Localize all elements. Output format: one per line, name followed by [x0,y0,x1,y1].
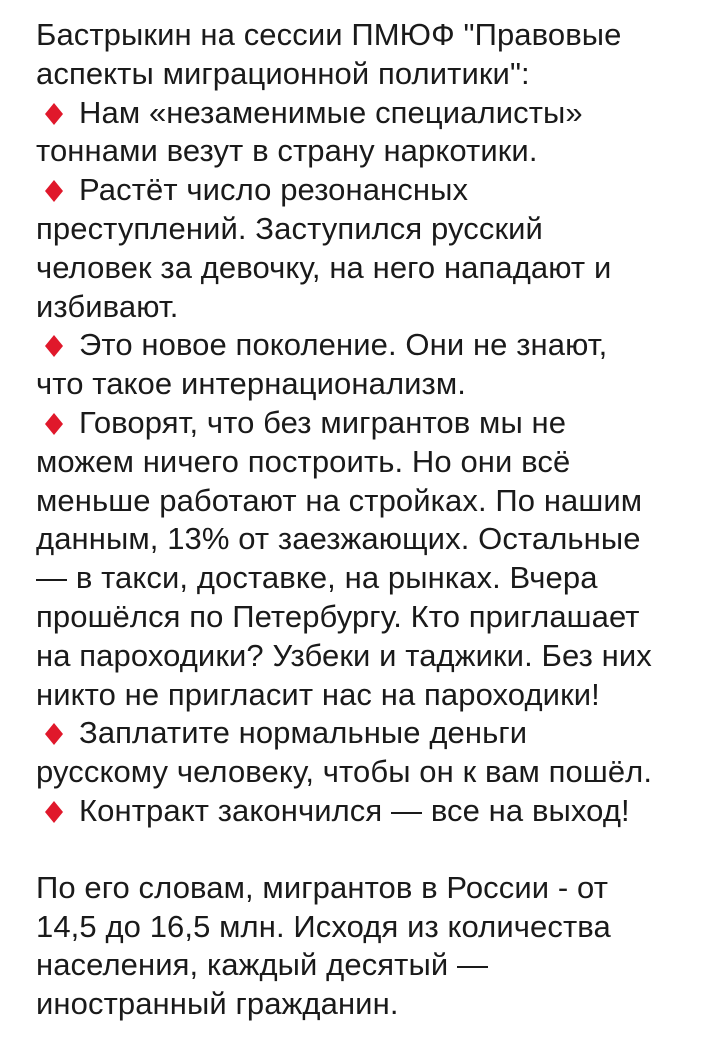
red-diamond-icon [42,102,66,126]
closing-line-4: иностранный гражданин. [36,986,399,1022]
closing-line-1: По его словам, мигрантов в России - от [36,869,609,905]
bullet-continuation-line: что такое интернационализм. [36,366,466,402]
bullet-text: Растёт число резонансных [79,172,469,208]
bullet-continuation-line: — в такси, доставке, на рынках. Вчера [36,560,598,596]
intro-line-2: аспекты миграционной политики": [36,55,530,91]
bullet-text: Контракт закончился — все на выход! [79,792,630,828]
red-diamond-icon [42,800,66,824]
bullet-continuation-line: на пароходики? Узбеки и таджики. Без них [36,637,652,673]
bullet-text: Заплатите нормальные деньги [79,715,528,751]
bullet-continuation-line: русскому человеку, чтобы он к вам пошёл. [36,754,653,790]
bullet-continuation-line: никто не пригласит нас на пароходики! [36,676,600,712]
bullet-continuation-line: данным, 13% от заезжающих. Остальные [36,521,641,557]
red-diamond-icon [42,722,66,746]
red-diamond-icon [42,179,66,203]
bullet-first-line [36,171,696,210]
intro-line-1: Бастрыкин на сессии ПМЮФ "Правовые [36,17,622,52]
bullet-item [36,792,696,831]
bullet-first-line [36,94,696,133]
bullet-text: Говорят, что без мигрантов мы не [79,404,567,440]
bullet-list [36,94,696,831]
closing-line-3: населения, каждый десятый — [36,947,489,983]
red-diamond-icon [42,412,66,436]
bullet-continuation-line: можем ничего построить. Но они всё [36,443,571,479]
bullet-continuation-line: преступлений. Заступился русский [36,210,543,246]
bullet-item [36,94,696,172]
bullet-first-line [36,404,696,443]
bullet-continuation-line: тоннами везут в страну наркотики. [36,133,538,169]
paragraph-gap [36,831,696,869]
bullet-item [36,714,696,792]
bullet-continuation-line: меньше работают на стройках. По нашим [36,482,643,518]
message-text [36,16,696,1024]
closing-line-2: 14,5 до 16,5 млн. Исходя из количества [36,908,611,944]
bullet-continuation-line: избивают. [36,288,179,324]
bullet-first-line [36,714,696,753]
bullet-item [36,326,696,404]
bullet-text: Нам «незаменимые специалисты» [79,94,583,130]
bullet-text: Это новое поколение. Они не знают, [79,327,608,363]
red-diamond-icon [42,334,66,358]
bullet-item [36,171,696,326]
bullet-first-line [36,326,696,365]
bullet-continuation-line: человек за девочку, на него нападают и [36,249,612,285]
bullet-first-line [36,792,696,831]
bullet-continuation-line: прошёлся по Петербургу. Кто приглашает [36,598,640,634]
bullet-item [36,404,696,714]
